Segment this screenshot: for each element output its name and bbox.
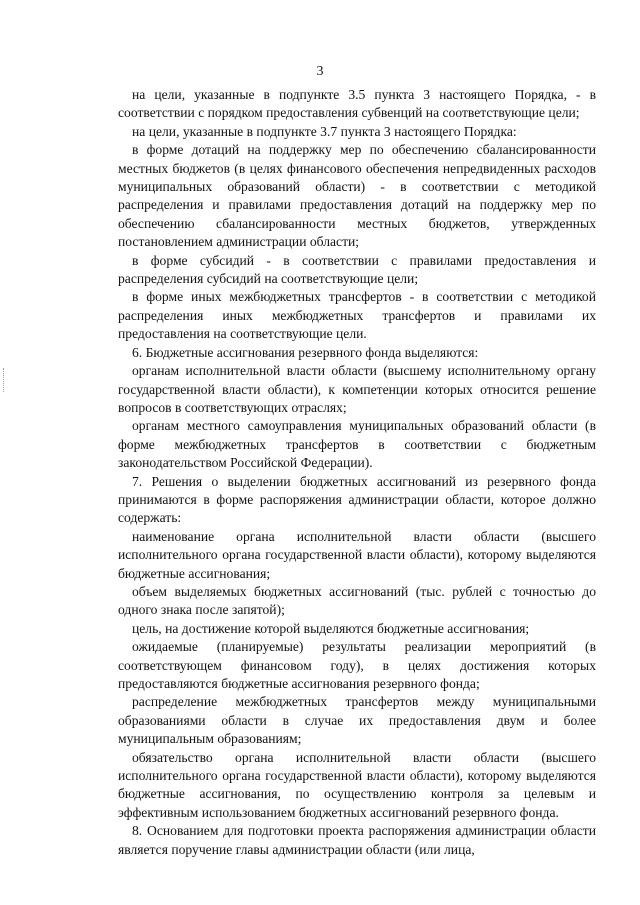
paragraph: на цели, указанные в подпункте 3.7 пункта 3 настоящего Порядка: bbox=[132, 123, 517, 139]
page-number: 3 bbox=[316, 64, 324, 79]
paragraph: в форме иных межбюджетных трансфертов - в соответствии с методикой распределения иных межбюджетных трансфертов и правилами их предоставления на соответствующие цели. bbox=[118, 289, 596, 342]
section-heading-paragraph: 7. Решения о выделении бюджетных ассигнований из резервного фонда принимаются в форме распоряжения администрации области, которое должно содержать: bbox=[118, 473, 596, 526]
paragraph: на цели, указанные в подпункте 3.5 пункта 3 настоящего Порядка, - в соответствии с порядком предоставления субвенций на соответствующие цели; bbox=[118, 87, 596, 121]
paragraph: цель, на достижение которой выделяются бюджетные ассигнования; bbox=[132, 620, 530, 636]
paragraph: ожидаемые (планируемые) результаты реализации мероприятий (в соответствующем финансовом году), в целях достижения которых предоставляются бюджетные ассигнования резервного фонда; bbox=[118, 639, 596, 691]
paragraph: распределение межбюджетных трансфертов между муниципальными образованиями области в случае их предоставления двум и более муниципальным образованиям; bbox=[118, 694, 596, 747]
paragraph: органам местного самоуправления муниципальных образований области (в форме межбюджетных трансфертов в соответствии с бюджетным законодательством Российской Федерации). bbox=[118, 418, 596, 471]
paragraph: органам исполнительной власти области (высшему исполнительному органу государственной власти области), к компетенции которых относится решение вопросов в соответствующих отраслях; bbox=[118, 363, 596, 415]
margin-binding-marks bbox=[3, 368, 8, 392]
document-body bbox=[118, 86, 596, 859]
paragraph: объем выделяемых бюджетных ассигнований (тыс. рублей с точностью до одного знака после запятой); bbox=[118, 583, 596, 618]
paragraph: в форме субсидий - в соответствии с правилами предоставления и распределения субсидий на соответствующие цели; bbox=[118, 252, 596, 287]
section-heading-paragraph: 8. Основанием для подготовки проекта распоряжения администрации области является поручение главы администрации области (или лица, bbox=[118, 823, 596, 857]
paragraph: наименование органа исполнительной власти области (высшего исполнительного органа государственной власти области), которому выделяются бюджетные ассигнования; bbox=[118, 528, 596, 581]
paragraph: в форме дотаций на поддержку мер по обеспечению сбалансированности местных бюджетов (в целях финансового обеспечения непредвиденных расходов муниципальных образований области) - в соответствии с методикой распределения и правилами предоставления дотаций на поддержку мер по обеспечению сбалансированности местных бюджетов, утвержденных постановлением администрации области; bbox=[118, 142, 596, 250]
section-heading-paragraph: 6. Бюджетные ассигнования резервного фонда выделяются: bbox=[132, 344, 479, 360]
paragraph: обязательство органа исполнительной власти области (высшего исполнительного органа государственной власти области), которому выделяются бюджетные ассигнования, по осуществлению контроля за целевым и эффективным использованием бюджетных ассигнований резервного фонда. bbox=[118, 749, 596, 820]
